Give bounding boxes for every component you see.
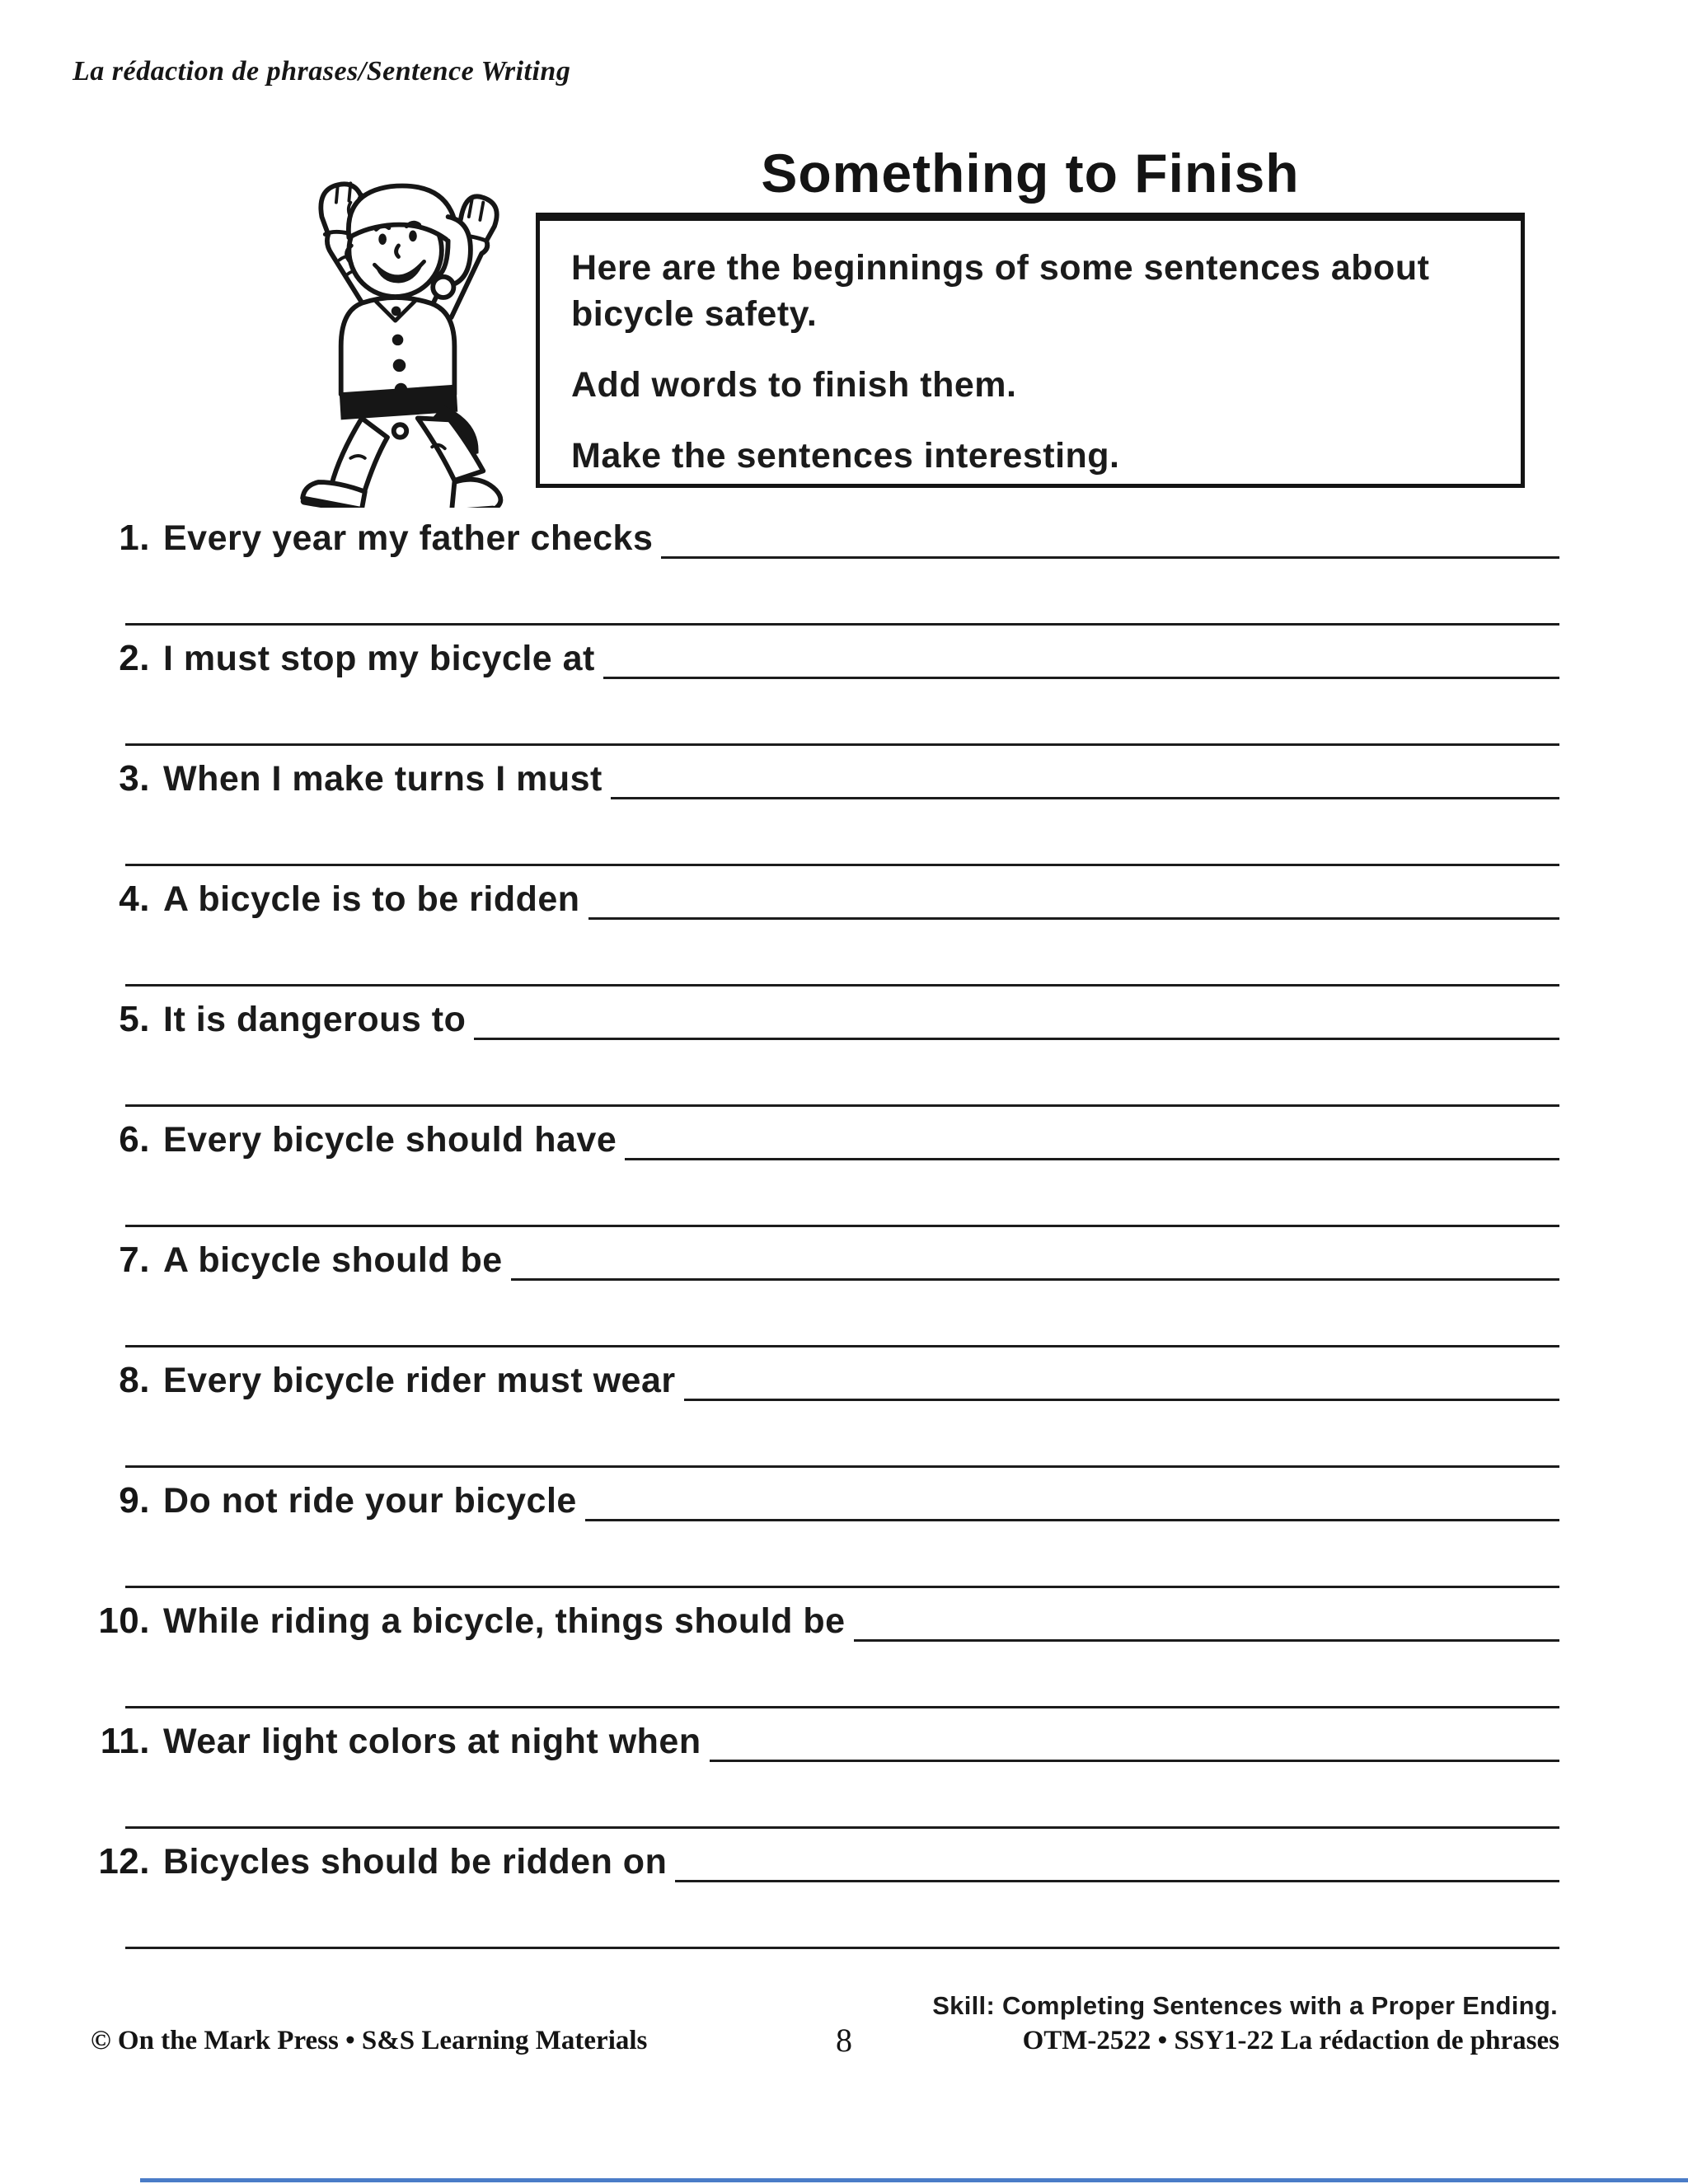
worksheet-item-2 (97, 638, 1559, 758)
answer-blank-continuation[interactable] (125, 1104, 1559, 1107)
item-prompt: When I make turns I must (163, 759, 603, 799)
answer-blank-continuation[interactable] (125, 1225, 1559, 1227)
item-prompt: A bicycle should be (163, 1240, 503, 1280)
item-number: 8. (119, 1360, 150, 1400)
answer-blank-continuation[interactable] (125, 623, 1559, 626)
instruction-line-2: Add words to finish them. (571, 364, 1017, 405)
item-prompt: Every bicycle should have (163, 1120, 617, 1160)
worksheet-item-6 (97, 1119, 1559, 1240)
answer-blank[interactable] (661, 550, 1559, 559)
worksheet-item-5 (97, 999, 1559, 1119)
answer-blank-continuation[interactable] (125, 1706, 1559, 1708)
skill-caption: Skill: Completing Sentences with a Proper Ending. (932, 1991, 1558, 2020)
item-prompt: Wear light colors at night when (163, 1722, 701, 1761)
page-title: Something to Finish (761, 143, 1300, 204)
worksheet-item-12 (97, 1841, 1559, 1961)
item-number: 10. (98, 1601, 150, 1641)
answer-blank-continuation[interactable] (125, 1465, 1559, 1468)
answer-blank-continuation[interactable] (125, 864, 1559, 866)
item-prompt: A bicycle is to be ridden (163, 879, 580, 919)
answer-blank[interactable] (684, 1392, 1559, 1401)
instruction-line-1: Here are the beginnings of some sentences about bicycle safety. (571, 248, 1430, 334)
worksheet-item-4 (97, 879, 1559, 999)
publisher-credit: © On the Mark Press • S&S Learning Materials (91, 2026, 648, 2055)
answer-blank-continuation[interactable] (125, 1345, 1559, 1347)
item-prompt: Every bicycle rider must wear (163, 1361, 676, 1400)
item-number: 9. (119, 1480, 150, 1521)
answer-blank[interactable] (588, 911, 1559, 920)
page-header: La rédaction de phrases/Sentence Writing (73, 56, 571, 87)
worksheet-item-9 (97, 1480, 1559, 1601)
answer-blank-continuation[interactable] (125, 1947, 1559, 1949)
item-number: 7. (119, 1240, 150, 1280)
answer-blank[interactable] (675, 1873, 1559, 1882)
item-prompt: Do not ride your bicycle (163, 1481, 577, 1521)
clown-illustration (241, 140, 531, 508)
item-number: 1. (119, 518, 150, 558)
item-number: 11. (100, 1721, 150, 1761)
item-number: 3. (119, 758, 150, 799)
item-number: 12. (98, 1841, 150, 1882)
answer-blank-continuation[interactable] (125, 984, 1559, 987)
page-number: 8 (836, 2022, 852, 2059)
item-prompt: Every year my father checks (163, 518, 654, 558)
answer-blank[interactable] (625, 1151, 1559, 1160)
worksheet-item-10 (97, 1601, 1559, 1721)
item-prompt: It is dangerous to (163, 1000, 467, 1039)
answer-blank[interactable] (511, 1272, 1559, 1281)
item-number: 2. (119, 638, 150, 678)
worksheet-item-11 (97, 1721, 1559, 1841)
item-prompt: While riding a bicycle, things should be (163, 1601, 846, 1641)
instruction-box (536, 213, 1525, 488)
item-number: 4. (119, 879, 150, 919)
scan-edge-artifact (140, 2178, 1688, 2182)
catalog-reference: OTM-2522 • SSY1-22 La rédaction de phrases (1022, 2026, 1559, 2055)
worksheet-item-1 (97, 518, 1559, 638)
answer-blank[interactable] (710, 1753, 1559, 1762)
item-number: 5. (119, 999, 150, 1039)
item-prompt: I must stop my bicycle at (163, 639, 595, 678)
answer-blank[interactable] (474, 1031, 1559, 1040)
clown-illustration-svg (241, 140, 531, 508)
worksheet-item-3 (97, 758, 1559, 879)
worksheet-item-7 (97, 1240, 1559, 1360)
answer-blank-continuation[interactable] (125, 1826, 1559, 1829)
instruction-line-3: Make the sentences interesting. (571, 435, 1120, 476)
answer-blank-continuation[interactable] (125, 1586, 1559, 1588)
answer-blank-continuation[interactable] (125, 743, 1559, 746)
item-prompt: Bicycles should be ridden on (163, 1842, 668, 1882)
answer-blank[interactable] (854, 1633, 1559, 1642)
answer-blank[interactable] (611, 790, 1559, 799)
worksheet-items (97, 518, 1559, 1961)
answer-blank[interactable] (585, 1512, 1559, 1521)
item-number: 6. (119, 1119, 150, 1160)
answer-blank[interactable] (603, 670, 1559, 679)
worksheet-item-8 (97, 1360, 1559, 1480)
